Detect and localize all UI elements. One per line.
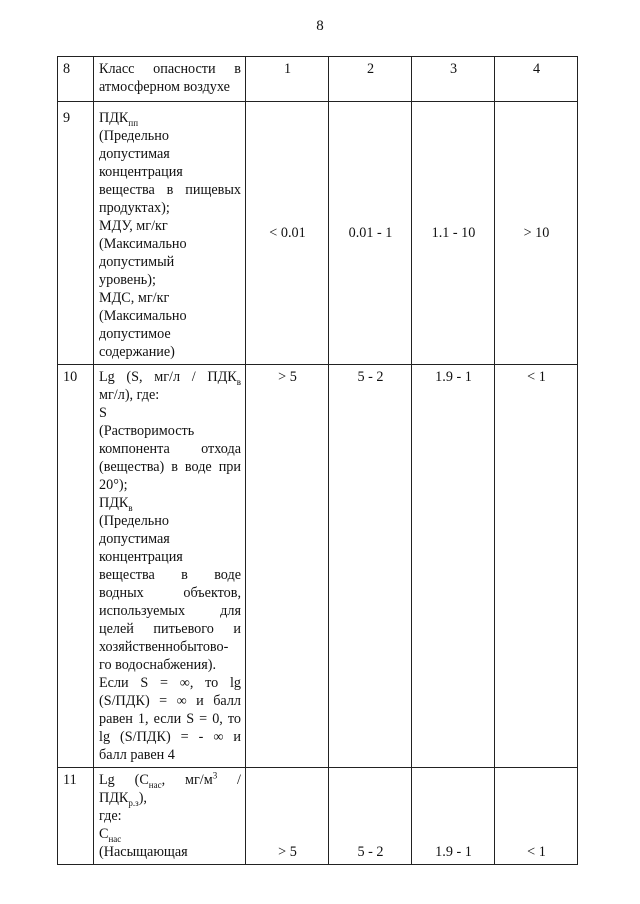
- criterion-text: атмосферном воздухе: [99, 79, 230, 95]
- criterion-text: ПДК: [99, 495, 129, 511]
- hazard-criteria-table: [57, 56, 578, 865]
- subscript: в: [128, 502, 133, 513]
- criterion-text: [99, 494, 241, 512]
- criterion-text: [99, 789, 241, 807]
- criterion-text: ПДК: [99, 110, 129, 126]
- criterion-text: (Предельно: [99, 128, 169, 144]
- criterion-text: [99, 368, 241, 386]
- criterion-text: концентрация: [99, 164, 183, 180]
- criterion-text: содержание): [99, 344, 175, 360]
- value-class-1: 1: [246, 57, 329, 102]
- criterion-name: [94, 365, 246, 768]
- value-class-3: 3: [412, 57, 495, 102]
- criterion-text: (Насыщающая: [99, 844, 188, 860]
- subscript: нас: [108, 833, 122, 844]
- criterion-text: S: [99, 405, 107, 421]
- value-class-1: > 5: [246, 365, 329, 768]
- criterion-text: целей питьевого и: [99, 621, 241, 637]
- value-class-2: 2: [329, 57, 412, 102]
- subscript: в: [236, 376, 241, 387]
- criterion-text: вещества в пищевых: [99, 182, 241, 198]
- criterion-text: уровень);: [99, 272, 156, 288]
- value-class-3: 1.9 - 1: [412, 365, 495, 768]
- page-number: 8: [316, 18, 324, 34]
- row-number: 10: [58, 365, 94, 768]
- criterion-text: (вещества) в воде при: [99, 459, 241, 475]
- value-class-4: < 1: [495, 768, 578, 865]
- criterion-text: [99, 109, 241, 127]
- row-number: 8: [58, 57, 94, 102]
- criterion-name: [94, 768, 246, 865]
- criterion-text: (Максимально: [99, 236, 187, 252]
- table-row: [58, 102, 578, 365]
- criterion-text: (S/ПДК) = ∞ и балл: [99, 693, 241, 709]
- criterion-text: ПДК: [99, 790, 129, 806]
- criterion-text: lg (S/ПДК) = - ∞ и: [99, 729, 241, 745]
- criterion-text: Lg (S, мг/л / ПДК: [99, 369, 237, 385]
- criterion-text: продуктах);: [99, 200, 170, 216]
- subscript: нас: [148, 779, 162, 790]
- criterion-text: Lg (С: [99, 772, 149, 788]
- criterion-text: допустимое: [99, 326, 171, 342]
- value-class-4: < 1: [495, 365, 578, 768]
- criterion-text: вещества в воде: [99, 567, 241, 583]
- criterion-name: [94, 57, 246, 102]
- criterion-text: (Предельно: [99, 513, 169, 529]
- criterion-text: [99, 771, 241, 789]
- criterion-text: допустимая: [99, 146, 170, 162]
- criterion-text: (Максимально: [99, 308, 187, 324]
- criterion-text: концентрация: [99, 549, 183, 565]
- criterion-text: Если S = ∞, то lg: [99, 675, 241, 691]
- criterion-text: [99, 825, 241, 843]
- subscript: пп: [128, 117, 139, 128]
- superscript: 3: [212, 770, 218, 781]
- criterion-text: /: [217, 772, 241, 788]
- criterion-text: Класс опасности в: [99, 61, 241, 77]
- criterion-text: балл равен 4: [99, 747, 175, 763]
- criterion-text: хозяйственнобытово-: [99, 639, 229, 655]
- value-class-2: 5 - 2: [329, 365, 412, 768]
- row-number: 9: [58, 102, 94, 365]
- criterion-text: допустимая: [99, 531, 170, 547]
- value-class-3: 1.1 - 10: [412, 102, 495, 365]
- criterion-text: , мг/м: [161, 772, 213, 788]
- criterion-text: водных объектов,: [99, 585, 241, 601]
- criterion-text: компонента отхода: [99, 441, 241, 457]
- table-row: [58, 57, 578, 102]
- criterion-text: С: [99, 826, 109, 842]
- criterion-text: МДУ, мг/кг: [99, 218, 168, 234]
- criterion-name: [94, 102, 246, 365]
- criterion-text: ),: [138, 790, 147, 806]
- value-class-1: < 0.01: [246, 102, 329, 365]
- criterion-text: мг/л), где:: [99, 387, 160, 403]
- criterion-text: допустимый: [99, 254, 175, 270]
- subscript: р.з: [128, 797, 139, 808]
- value-class-3: 1.9 - 1: [412, 768, 495, 865]
- criterion-text: МДС, мг/кг: [99, 290, 170, 306]
- table-row: [58, 768, 578, 865]
- criterion-text: (Растворимость: [99, 423, 195, 439]
- value-class-4: > 10: [495, 102, 578, 365]
- row-number: 11: [58, 768, 94, 865]
- value-class-2: 0.01 - 1: [329, 102, 412, 365]
- table-row: [58, 365, 578, 768]
- criterion-text: равен 1, если S = 0, то: [99, 711, 241, 727]
- criterion-text: используемых для: [99, 603, 241, 619]
- criterion-text: где:: [99, 808, 122, 824]
- value-class-4: 4: [495, 57, 578, 102]
- value-class-1: > 5: [246, 768, 329, 865]
- criterion-text: го водоснабжения).: [99, 657, 217, 673]
- criterion-text: 20°);: [99, 477, 128, 493]
- value-class-2: 5 - 2: [329, 768, 412, 865]
